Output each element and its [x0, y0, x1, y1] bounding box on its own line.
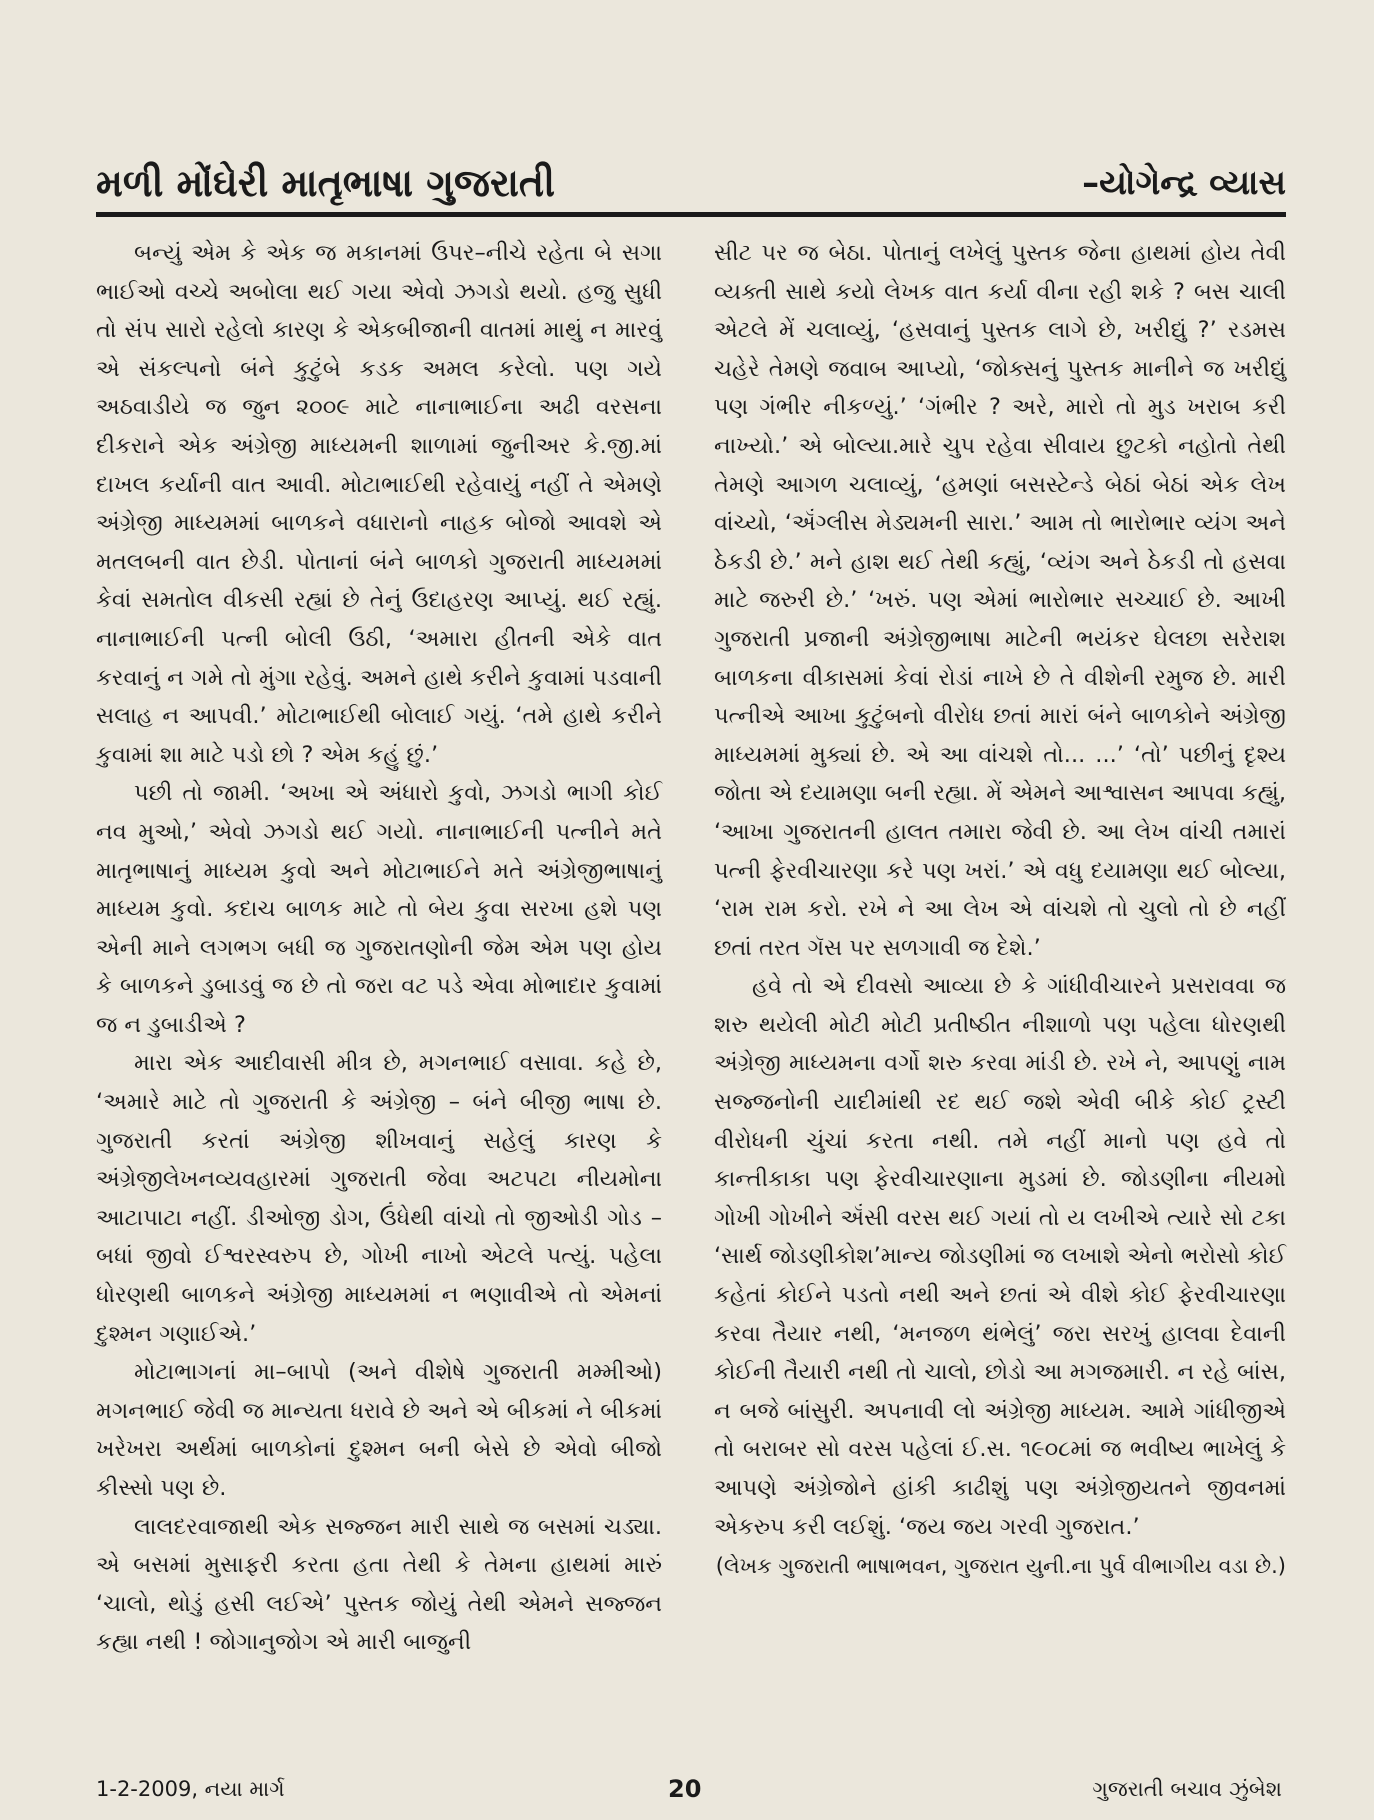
paragraph: મારા એક આદીવાસી મીત્ર છે, મગનભાઈ વસાવા. કહે છે, ‘અમારે માટે તો ગુજરાતી કે અંગ્રેજી – બંને બીજી ભાષા છે. ગુજરાતી કરતાં અંગ્રેજી શીખવાનું સહેલું કારણ કે અંગ્રેજીલેખનવ્યવહારમાં ગુજરાતી જેવા અટપટા નીયમોના આટાપાટા નહીં. ડીઓજી ડોગ, ઉંધેથી વાંચો તો જીઓડી ગોડ – બધાં જીવો ઈશ્વરસ્વરુપ છે, ગોખી નાખો એટલે પત્યું. પહેલા ધોરણથી બાળકને અંગ્રેજી માધ્યમમાં ન ભણાવીએ તો એમનાં દુશ્મન ગણાઈએ.’ — [96, 1050, 662, 1347]
left-column — [96, 234, 662, 1662]
paragraph: બન્યું એમ કે એક જ મકાનમાં ઉપર–નીચે રહેતા બે સગા ભાઈઓ વચ્ચે અબોલા થઈ ગયા એવો ઝગડો થયો. હજુ સુધી તો સંપ સારો રહેલો કારણ કે એકબીજાની વાતમાં માથું ન મારવું એ સંકલ્પનો બંને કુટુંબે કડક અમલ કરેલો. પણ ગયે અઠવાડીયે જ જુન ૨૦૦૯ માટે નાનાભાઈના અઢી વરસના દીકરાને એક અંગ્રેજી માધ્યમની શાળામાં જુનીઅર કે.જી.માં દાખલ કર્યાની વાત આવી. મોટાભાઈથી રહેવાયું નહીં તે એમણે અંગ્રેજી માધ્યમમાં બાળકને વધારાનો નાહક બોજો આવશે એ મતલબની વાત છેડી. પોતાનાં બંને બાળકો ગુજરાતી માધ્યમમાં કેવાં સમતોલ વીકસી રહ્યાં છે તેનું ઉદાહરણ આપ્યું. થઈ રહ્યું. નાનાભાઈની પત્ની બોલી ઉઠી, ‘અમારા હીતની એકે વાત કરવાનું ન ગમે તો મુંગા રહેવું. અમને હાથે કરીને કુવામાં પડવાની સલાહ ન આપવી.’ મોટાભાઈથી બોલાઈ ગયું. ‘તમે હાથે કરીને કુવામાં શા માટે પડો છો ? એમ કહું છું.’ — [96, 240, 662, 768]
author-credit: (લેખક ગુજરાતી ભાષાભવન, ગુજરાત યુની.ના પુર્વ વીભાગીય વડા છે.) — [715, 1554, 1286, 1579]
right-column — [714, 234, 1286, 1585]
paragraph: પછી તો જામી. ‘અખા એ અંધારો કુવો, ઝગડો ભાગી કોઈ નવ મુઓ,’ એવો ઝગડો થઈ ગયો. નાનાભાઈની પત્નીને મતે માતૃભાષાનું માધ્યમ કુવો અને મોટાભાઈને મતે અંગ્રેજીભાષાનું માધ્યમ કુવો. કદાચ બાળક માટે તો બેય કુવા સરખા હશે પણ એની માને લગભગ બધી જ ગુજરાતણોની જેમ એમ પણ હોય કે બાળકને ડુબાડવું જ છે તો જરા વટ પડે એવા મોભાદાર કુવામાં જ ન ડુબાડીએ ? — [96, 780, 662, 1038]
paragraph: હવે તો એ દીવસો આવ્યા છે કે ગાંધીવીચારને પ્રસરાવવા જ શરુ થયેલી મોટી મોટી પ્રતીષ્ઠીત નીશાળો પણ પહેલા ધોરણથી અંગ્રેજી માધ્યમના વર્ગો શરુ કરવા માંડી છે. રખે ને, આપણું નામ સજ્જનોની યાદીમાંથી રદ થઈ જશે એવી બીકે કોઈ ટ્રસ્ટી વીરોધની ચુંચાં કરતા નથી. તમે નહીં માનો પણ હવે તો કાન્તીકાકા પણ ફેરવીચારણાના મુડમાં છે. જોડણીના નીયમો ગોખી ગોખીને ઍંસી વરસ થઈ ગયાં તો ય લખીએ ત્યારે સો ટકા ‘સાર્થ જોડણીકોશ’માન્ય જોડણીમાં જ લખાશે એનો ભરોસો કોઈ કહેતાં કોઈને પડતો નથી અને છતાં એ વીશે કોઈ ફેરવીચારણા કરવા તૈયાર નથી, ‘મનજળ થંભેલું’ જરા સરખું હાલવા દેવાની કોઈની તૈયારી નથી તો ચાલો, છોડો આ મગજમારી. ન રહે બાંસ, ન બજે બાંસુરી. અપનાવી લો અંગ્રેજી માધ્યમ. આમે ગાંધીજીએ તો બરાબર સો વરસ પહેલાં ઈ.સ. ૧૯૦૮માં જ ભવીષ્ય ભાખેલું કે આપણે અંગ્રેજોને હાંકી કાઢીશું પણ અંગ્રેજીયતને જીવનમાં એકરુપ કરી લઈશું. ‘જય જય ગરવી ગુજરાત.’ — [714, 973, 1286, 1540]
footer-date-publication: 1-2-2009, નયા માર્ગ — [96, 1777, 285, 1801]
paragraph: મોટાભાગનાં મા–બાપો (અને વીશેષે ગુજરાતી મમ્મીઓ) મગનભાઈ જેવી જ માન્યતા ધરાવે છે અને એ બીકમાં ને બીકમાં ખરેખરા અર્થમાં બાળકોનાં દુશ્મન બની બેસે છે એવો બીજો કીસ્સો પણ છે. — [96, 1359, 662, 1501]
article-header — [96, 158, 1286, 214]
article-title: મળી મોંઘેરી માતૃભાષા ગુજરાતી — [96, 161, 555, 205]
footer-campaign: ગુજરાતી બચાવ ઝુંબેશ — [1092, 1777, 1282, 1801]
paragraph: સીટ પર જ બેઠા. પોતાનું લખેલું પુસ્તક જેના હાથમાં હોય તેવી વ્યક્તી સાથે કયો લેખક વાત કર્યા વીના રહી શકે ? બસ ચાલી એટલે મેં ચલાવ્યું, ‘હસવાનું પુસ્તક લાગે છે, ખરીદ્યું ?’ રડમસ ચહેરે તેમણે જવાબ આપ્યો, ‘જોક્સનું પુસ્તક માનીને જ ખરીદ્યું પણ ગંભીર નીકળ્યું.’ ‘ગંભીર ? અરે, મારો તો મુડ ખરાબ કરી નાખ્યો.’ એ બોલ્યા.મારે ચુપ રહેવા સીવાય છુટકો નહોતો તેથી તેમણે આગળ ચલાવ્યું, ‘હમણાં બસસ્ટેન્ડે બેઠાં બેઠાં એક લેખ વાંચ્યો, ‘ઍંગ્લીસ મેડ્યમની સારા.’ આમ તો ભારોભાર વ્યંગ અને ઠેકડી છે.’ મને હાશ થઈ તેથી કહ્યું, ‘વ્યંગ અને ઠેકડી તો હસવા માટે જરુરી છે.’ ‘ખરું. પણ એમાં ભારોભાર સચ્ચાઈ છે. આખી ગુજરાતી પ્રજાની અંગ્રેજીભાષા માટેની ભયંકર ઘેલછા સરેરાશ બાળકના વીકાસમાં કેવાં રોડાં નાખે છે તે વીશેની રમુજ છે. મારી પત્નીએ આખા કુટુંબનો વીરોધ છતાં મારાં બંને બાળકોને અંગ્રેજી માધ્યમમાં મુક્યાં છે. એ આ વાંચશે તો... ...’ ‘તો’ પછીનું દૃશ્ય જોતા એ દયામણા બની રહ્યા. મેં એમને આશ્વાસન આપવા કહ્યું, ‘આખા ગુજરાતની હાલત તમારા જેવી છે. આ લેખ વાંચી તમારાં પત્ની ફેરવીચારણા કરે પણ ખરાં.’ એ વધુ દયામણા થઈ બોલ્યા, ‘રામ રામ કરો. રખે ને આ લેખ એ વાંચશે તો ચુલો તો છે નહીં છતાં તરત ગૅસ પર સળગાવી જ દેશે.’ — [714, 240, 1286, 961]
paragraph: લાલદરવાજાથી એક સજ્જન મારી સાથે જ બસમાં ચડ્યા. એ બસમાં મુસાફરી કરતા હતા તેથી કે તેમના હાથમાં મારું ‘ચાલો, થોડું હસી લઈએ’ પુસ્તક જોયું તેથી એમને સજ્જન કહ્યા નથી ! જોગાનુજોગ એ મારી બાજુની — [96, 1513, 662, 1656]
article-author: –યોગેન્દ્ર વ્યાસ — [1082, 163, 1286, 203]
header-rule — [96, 212, 1286, 217]
page-number: 20 — [668, 1775, 702, 1803]
